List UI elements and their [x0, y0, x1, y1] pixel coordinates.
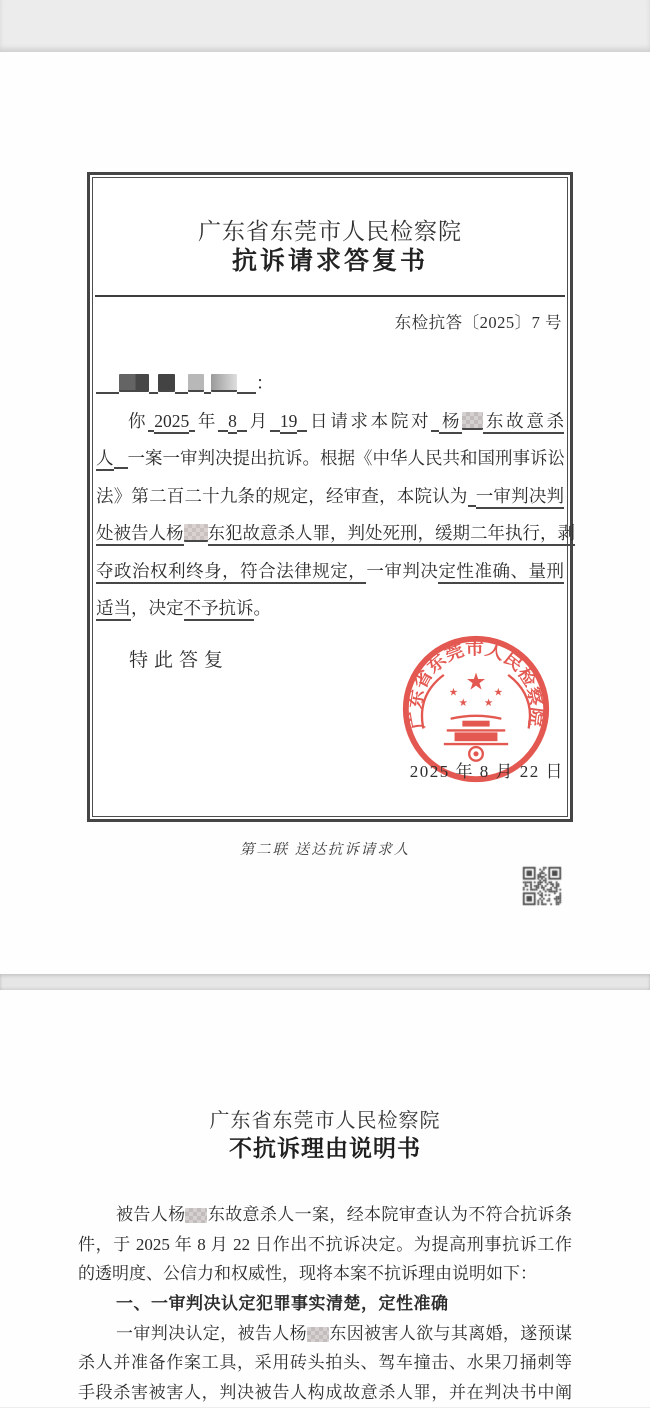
issue-date: 2025 年 8 月 22 日 — [409, 762, 564, 781]
text-segment: 处被告人杨 — [96, 523, 184, 546]
text-segment: 的透明度、公信力和权威性，现将本案不抗诉理由说明如下： — [78, 1264, 537, 1284]
text-line — [96, 403, 564, 441]
seal-small-star: ★ — [458, 697, 469, 710]
text-segment: 东犯故意杀人罪，判处死刑，缓期二年执行，剥 — [208, 523, 576, 546]
document-page-1 — [0, 52, 650, 974]
seal-gate-blocks — [455, 721, 498, 757]
text-segment: 一审判决 — [366, 560, 439, 581]
seal-small-star: ★ — [448, 686, 459, 699]
blank-underline — [114, 454, 128, 469]
text-line — [78, 1319, 572, 1349]
viewer-top-band — [0, 0, 650, 52]
document-page-2 — [0, 990, 650, 1407]
document-title: 不抗诉理由说明书 — [229, 1135, 421, 1161]
text-line — [78, 1348, 572, 1378]
text-segment: 法》第二百二十九条的规定，经审查，本院认为 — [96, 485, 468, 506]
text-segment: ： — [256, 373, 274, 393]
redacted-block — [188, 374, 204, 392]
document-number: 东检抗答〔2025〕7 号 — [394, 313, 562, 332]
text-segment: 定性准确、量刑 — [438, 561, 564, 584]
document-title: 抗诉请求答复书 — [231, 248, 428, 275]
text-segment: 适当 — [96, 598, 131, 621]
redacted-block — [185, 1208, 207, 1223]
page-separator — [0, 974, 650, 990]
text-segment: 一审判决认定，被告人杨 — [116, 1323, 307, 1343]
blank-underline — [218, 417, 228, 432]
text-segment: 。 — [253, 598, 271, 618]
text-line — [96, 515, 575, 553]
blank-underline — [237, 417, 247, 432]
blank-underline — [96, 379, 119, 394]
header-divider — [95, 295, 565, 297]
text-segment: 2025 — [154, 411, 189, 434]
text-segment: 夺政治权利终身，符合法律规定， — [96, 561, 366, 584]
text-segment: 不予抗诉 — [184, 598, 254, 621]
closing-phrase: 特此答复 — [129, 650, 230, 671]
text-line — [78, 1200, 572, 1230]
issuing-organ-name: 广东省东莞市人民检察院 — [198, 219, 462, 244]
text-segment: 19 — [280, 411, 298, 434]
redacted-block — [158, 374, 175, 392]
redacted-block — [184, 524, 208, 542]
text-segment: 东故意杀 — [483, 411, 564, 434]
seal-arc-text: 广东省东莞市人民检察院 — [405, 639, 547, 731]
copy-note: 第二联 送达抗诉请求人 — [239, 842, 411, 858]
text-line — [78, 1289, 572, 1319]
document-body — [96, 365, 575, 628]
text-segment: 8 — [228, 411, 237, 434]
issuing-organ-name: 广东省东莞市人民检察院 — [209, 1110, 441, 1132]
blank-underline — [270, 417, 280, 432]
text-segment: 件，于 2025 年 8 月 22 日作出不抗诉决定。为提高刑事抗诉工作 — [78, 1234, 572, 1254]
text-segment: 一审判决判 — [476, 486, 564, 509]
text-line — [96, 365, 564, 403]
text-segment: 被告人杨 — [116, 1205, 186, 1224]
text-line — [78, 1378, 572, 1408]
seal-small-star: ★ — [483, 697, 494, 710]
redacted-block — [307, 1327, 329, 1342]
text-segment: 杨 — [439, 411, 462, 434]
text-segment: 月 — [246, 410, 270, 431]
text-segment: 一、一审判决认定犯罪事实清楚，定性准确 — [116, 1294, 449, 1314]
text-segment: 年 — [195, 410, 219, 431]
redacted-block — [211, 374, 237, 392]
qr-code — [521, 865, 563, 907]
blank-underline — [468, 492, 476, 507]
blank-underline — [297, 417, 307, 432]
redacted-block — [462, 412, 483, 430]
text-segment: 日请求本院对 — [307, 410, 432, 431]
blank-underline — [175, 379, 188, 394]
text-segment: 一案一审判决提出抗诉。根据《中华人民共和国刑事诉讼 — [127, 448, 565, 468]
seal-big-star: ★ — [465, 669, 487, 696]
document-border-frame — [87, 172, 573, 822]
document-body — [78, 1200, 572, 1408]
text-line — [96, 553, 564, 591]
blank-underline — [204, 379, 211, 394]
seal-national-emblem — [449, 670, 504, 710]
seal-small-star: ★ — [493, 686, 504, 699]
text-segment: 东故意杀人一案，经本院审查认为不符合抗诉条 — [207, 1205, 573, 1224]
redacted-block — [119, 374, 149, 392]
text-line — [96, 590, 564, 628]
blank-underline — [149, 379, 158, 394]
text-line — [78, 1230, 572, 1260]
text-line — [96, 478, 564, 516]
text-segment: 你 — [128, 410, 149, 431]
text-segment: 手段杀害被害人，判决被告人构成故意杀人罪，并在判决书中阐 — [78, 1383, 572, 1403]
text-segment: 杀人并准备作案工具，采用砖头拍头、驾车撞击、水果刀捅刺等 — [78, 1353, 572, 1373]
text-segment: ，决定 — [131, 598, 184, 618]
text-line — [78, 1259, 572, 1289]
text-segment: 人 — [96, 448, 114, 471]
blank-underline — [237, 379, 256, 394]
text-segment: 东因被害人欲与其离婚，遂预谋 — [328, 1323, 573, 1343]
text-line — [96, 440, 564, 478]
